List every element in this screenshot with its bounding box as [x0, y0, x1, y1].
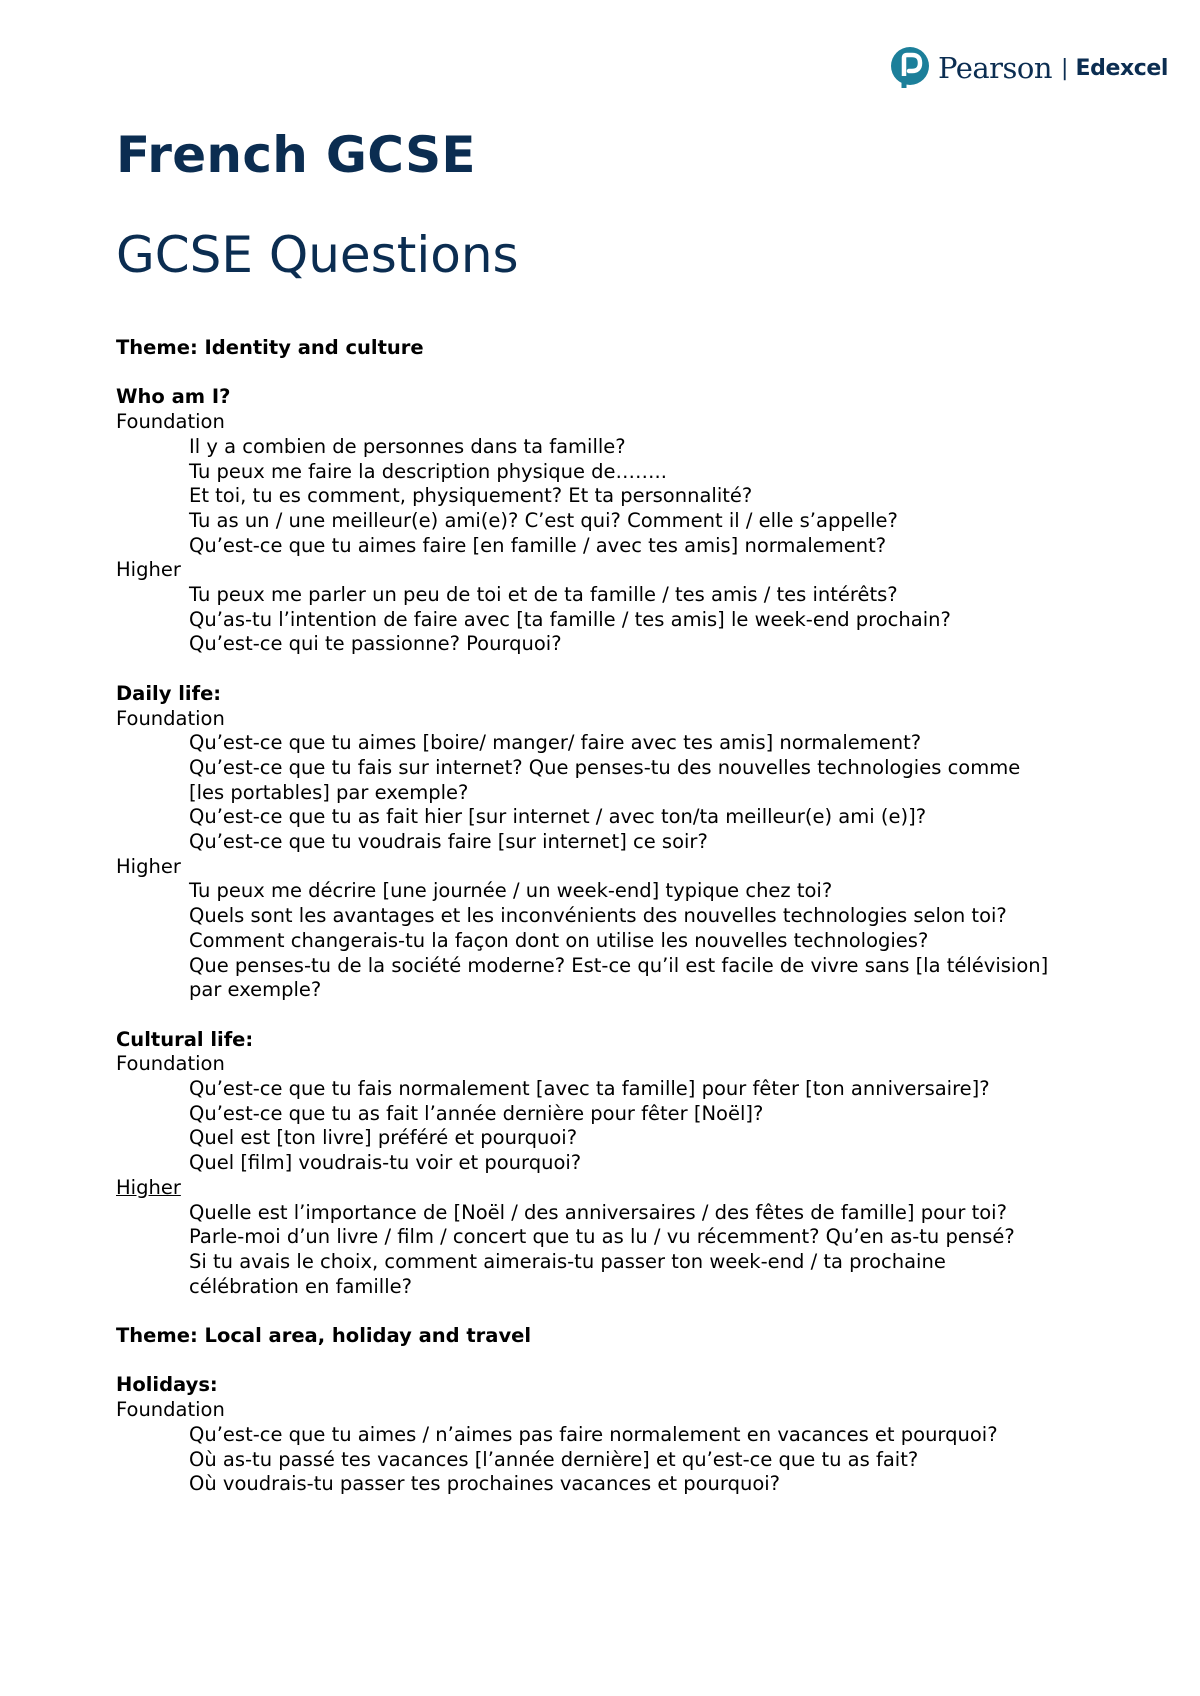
section-heading: Who am I?	[116, 385, 231, 409]
question: Quel est [ton livre] préféré et pourquoi?	[189, 1126, 578, 1150]
section-heading: Holidays:	[116, 1373, 218, 1397]
question: Qu’est-ce que tu fais sur internet? Que penses-tu des nouvelles technologies comme	[189, 755, 1021, 779]
question: Tu as un / une meilleur(e) ami(e)? C’est qui? Comment il / elle s’appelle?	[189, 508, 898, 532]
question-continuation: par exemple?	[189, 978, 322, 1002]
question: Qu’est-ce que tu aimes / n’aimes pas faire normalement en vacances et pourquoi?	[189, 1422, 998, 1446]
tier-label-foundation: Foundation	[116, 1398, 225, 1422]
pearson-wordmark: Pearson	[938, 51, 1053, 85]
tier-label-foundation: Foundation	[116, 1052, 225, 1076]
tier-label-foundation: Foundation	[116, 706, 225, 730]
question: Quels sont les avantages et les inconvénients des nouvelles technologies selon toi?	[189, 904, 1007, 928]
question-continuation: célébration en famille?	[189, 1274, 412, 1298]
question: Tu peux me décrire [une journée / un week-end] typique chez toi?	[189, 879, 833, 903]
question: Qu’est-ce que tu voudrais faire [sur internet] ce soir?	[189, 830, 708, 854]
question: Comment changerais-tu la façon dont on utilise les nouvelles technologies?	[189, 928, 929, 952]
tier-label-higher: Higher	[116, 1175, 181, 1199]
question: Qu’est-ce que tu aimes faire [en famille / avec tes amis] normalement?	[189, 533, 887, 557]
question-list	[116, 336, 1126, 1497]
pearson-edexcel-logo	[890, 44, 1168, 92]
section-heading: Daily life:	[116, 681, 222, 705]
question: Qu’est-ce que tu fais normalement [avec ta famille] pour fêter [ton anniversaire]?	[189, 1077, 990, 1101]
question: Que penses-tu de la société moderne? Est-ce qu’il est facile de vivre sans [la télévision]	[189, 953, 1049, 977]
edexcel-wordmark: Edexcel	[1075, 55, 1169, 81]
tier-label-higher: Higher	[116, 558, 181, 582]
tier-label-higher: Higher	[116, 854, 181, 878]
pearson-p-icon	[890, 46, 930, 90]
question: Où voudrais-tu passer tes prochaines vacances et pourquoi?	[189, 1472, 781, 1496]
tier-label-foundation: Foundation	[116, 410, 225, 434]
question: Qu’est-ce que tu aimes [boire/ manger/ faire avec tes amis] normalement?	[189, 731, 922, 755]
document-title: French GCSE	[116, 126, 476, 184]
question: Qu’est-ce qui te passionne? Pourquoi?	[189, 632, 562, 656]
question-continuation: [les portables] par exemple?	[189, 780, 469, 804]
question: Quel [film] voudrais-tu voir et pourquoi?	[189, 1151, 582, 1175]
logo-separator: |	[1061, 55, 1069, 81]
question: Qu’est-ce que tu as fait hier [sur internet / avec ton/ta meilleur(e) ami (e)]?	[189, 805, 927, 829]
question: Où as-tu passé tes vacances [l’année dernière] et qu’est-ce que tu as fait?	[189, 1447, 919, 1471]
theme-heading: Theme: Identity and culture	[116, 336, 424, 359]
question: Tu peux me parler un peu de toi et de ta famille / tes amis / tes intérêts?	[189, 583, 898, 607]
question: Tu peux me faire la description physique de……..	[189, 459, 667, 483]
question: Parle-moi d’un livre / film / concert que tu as lu / vu récemment? Qu’en as-tu pensé?	[189, 1225, 1015, 1249]
question: Si tu avais le choix, comment aimerais-tu passer ton week-end / ta prochaine	[189, 1249, 946, 1273]
question: Quelle est l’importance de [Noël / des anniversaires / des fêtes de famille] pour toi?	[189, 1200, 1007, 1224]
question: Qu’est-ce que tu as fait l’année dernière pour fêter [Noël]?	[189, 1101, 764, 1125]
document-subtitle: GCSE Questions	[116, 226, 519, 284]
question: Il y a combien de personnes dans ta famille?	[189, 434, 626, 458]
section-heading: Cultural life:	[116, 1027, 254, 1051]
question: Qu’as-tu l’intention de faire avec [ta famille / tes amis] le week-end prochain?	[189, 607, 951, 631]
question: Et toi, tu es comment, physiquement? Et ta personnalité?	[189, 484, 753, 508]
theme-heading: Theme: Local area, holiday and travel	[116, 1324, 532, 1348]
